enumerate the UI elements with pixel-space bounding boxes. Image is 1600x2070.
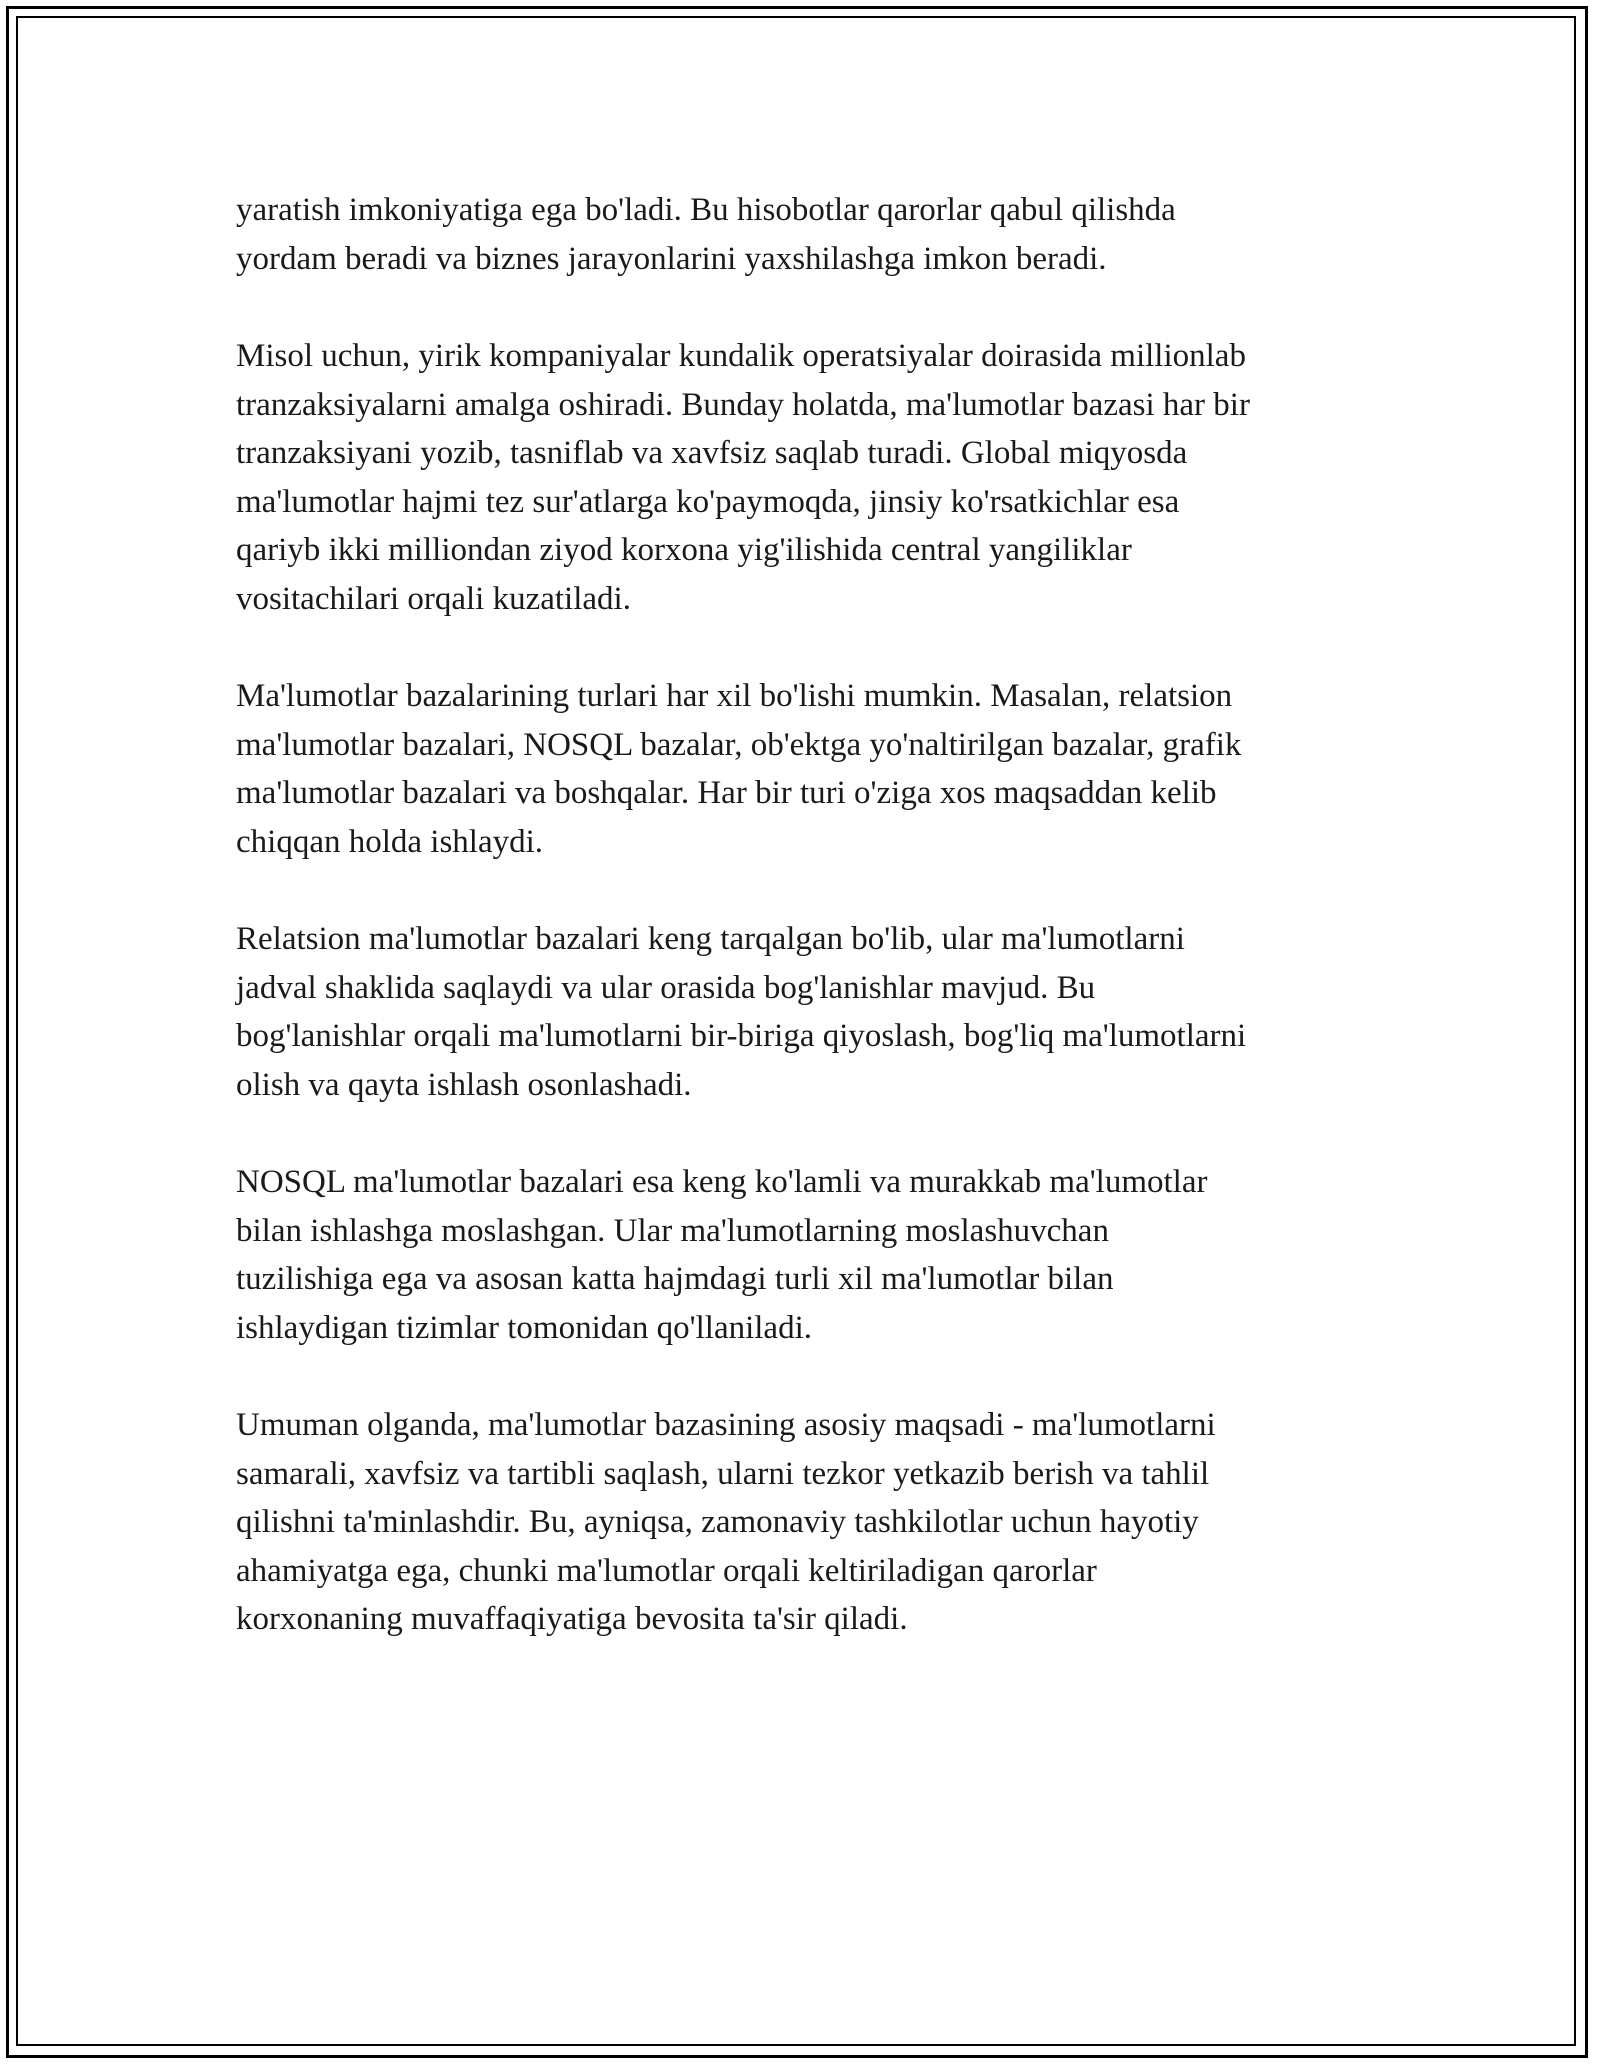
document-body [236,186,1376,1693]
text-line: samarali, xavfsiz va tartibli saqlash, ularni tezkor yetkazib berish va tahlil [236,1455,1210,1492]
text-line: Ma'lumotlar bazalarining turlari har xil bo'lishi mumkin. Masalan, relatsion [236,678,1233,714]
text-line: Umuman olganda, ma'lumotlar bazasining asosiy maqsadi - ma'lumotlarni [236,1407,1216,1443]
paragraph [236,1158,1376,1352]
text-line: tuzilishiga ega va asosan katta hajmdagi turli xil ma'lumotlar bilan [236,1261,1114,1297]
text-line: NOSQL ma'lumotlar bazalari esa keng ko'lamli va murakkab ma'lumotlar [236,1164,1208,1200]
paragraph [236,332,1376,623]
text-line: Misol uchun, yirik kompaniyalar kundalik operatsiyalar doirasida millionlab [236,338,1246,374]
text-line: tranzaksiyalarni amalga oshiradi. Bunday holatda, ma'lumotlar bazasi har bir [236,386,1250,423]
paragraph [236,186,1376,283]
text-line: ma'lumotlar bazalari va boshqalar. Har bir turi o'ziga xos maqsaddan kelib [236,775,1217,811]
text-line: olish va qayta ishlash osonlashadi. [236,1066,692,1103]
text-line: ahamiyatga ega, chunki ma'lumotlar orqali keltiriladigan qarorlar [236,1552,1097,1589]
paragraph [236,672,1376,866]
text-line: chiqqan holda ishlaydi. [236,823,544,860]
text-line: vositachilari orqali kuzatiladi. [236,580,631,617]
text-line: jadval shaklida saqlaydi va ular orasida bog'lanishlar mavjud. Bu [236,969,1096,1006]
text-line: qariyb ikki milliondan ziyod korxona yig'ilishida central yangiliklar [236,532,1132,568]
text-line: yaratish imkoniyatiga ega bo'ladi. Bu hisobotlar qarorlar qabul qilishda [236,192,1176,228]
text-line: ma'lumotlar hajmi tez sur'atlarga ko'paymoqda, jinsiy ko'rsatkichlar esa [236,483,1180,520]
text-line: qilishni ta'minlashdir. Bu, ayniqsa, zamonaviy tashkilotlar uchun hayotiy [236,1504,1199,1540]
text-line: ishlaydigan tizimlar tomonidan qo'llaniladi. [236,1309,813,1346]
text-line: bilan ishlashga moslashgan. Ular ma'lumotlarning moslashuvchan [236,1212,1109,1249]
paragraph [236,915,1376,1109]
paragraph [236,1401,1376,1644]
text-line: tranzaksiyani yozib, tasniflab va xavfsiz saqlab turadi. Global miqyosda [236,435,1188,471]
text-line: bog'lanishlar orqali ma'lumotlarni bir-biriga qiyoslash, bog'liq ma'lumotlarni [236,1018,1247,1054]
text-line: ma'lumotlar bazalari, NOSQL bazalar, ob'ektga yo'naltirilgan bazalar, grafik [236,726,1242,763]
text-line: yordam beradi va biznes jarayonlarini yaxshilashga imkon beradi. [236,240,1107,277]
text-line: Relatsion ma'lumotlar bazalari keng tarqalgan bo'lib, ular ma'lumotlarni [236,921,1185,957]
text-line: korxonaning muvaffaqiyatiga bevosita ta'sir qiladi. [236,1601,908,1637]
